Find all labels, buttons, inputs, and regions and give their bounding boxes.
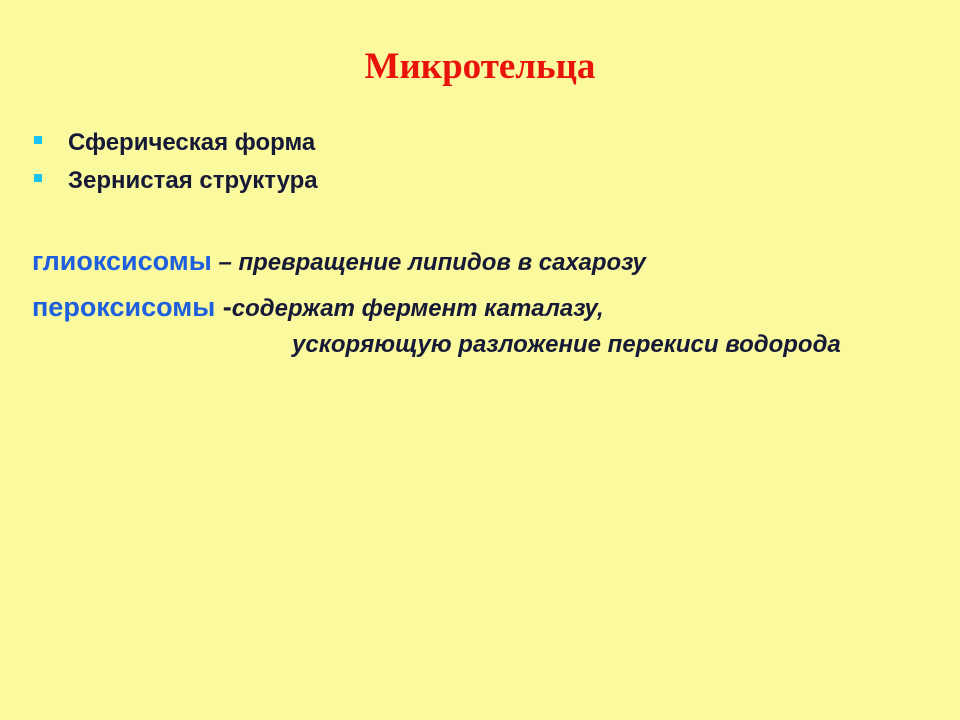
- definition-description: превращение липидов в сахарозу: [238, 249, 646, 276]
- definition-term: глиоксисомы: [32, 246, 212, 276]
- square-bullet-icon: [34, 174, 42, 182]
- bullet-list: [32, 124, 318, 200]
- bullet-item: [32, 124, 318, 162]
- bullet-text: Зернистая структура: [68, 167, 318, 194]
- square-bullet-icon: [34, 136, 42, 144]
- definition-term: пероксисомы: [32, 292, 216, 322]
- definition-glyoxysomes: [32, 241, 646, 286]
- definition-continuation: [292, 325, 841, 368]
- definition-description-continuation: ускоряющую разложение перекиси водорода: [292, 331, 841, 358]
- bullet-item: [32, 162, 318, 200]
- bullet-text: Сферическая форма: [68, 129, 316, 156]
- definition-separator: –: [211, 249, 239, 276]
- definition-separator: -: [215, 292, 232, 322]
- definition-description: содержат фермент каталазу,: [231, 295, 604, 322]
- slide-title: Микротельца: [364, 46, 596, 87]
